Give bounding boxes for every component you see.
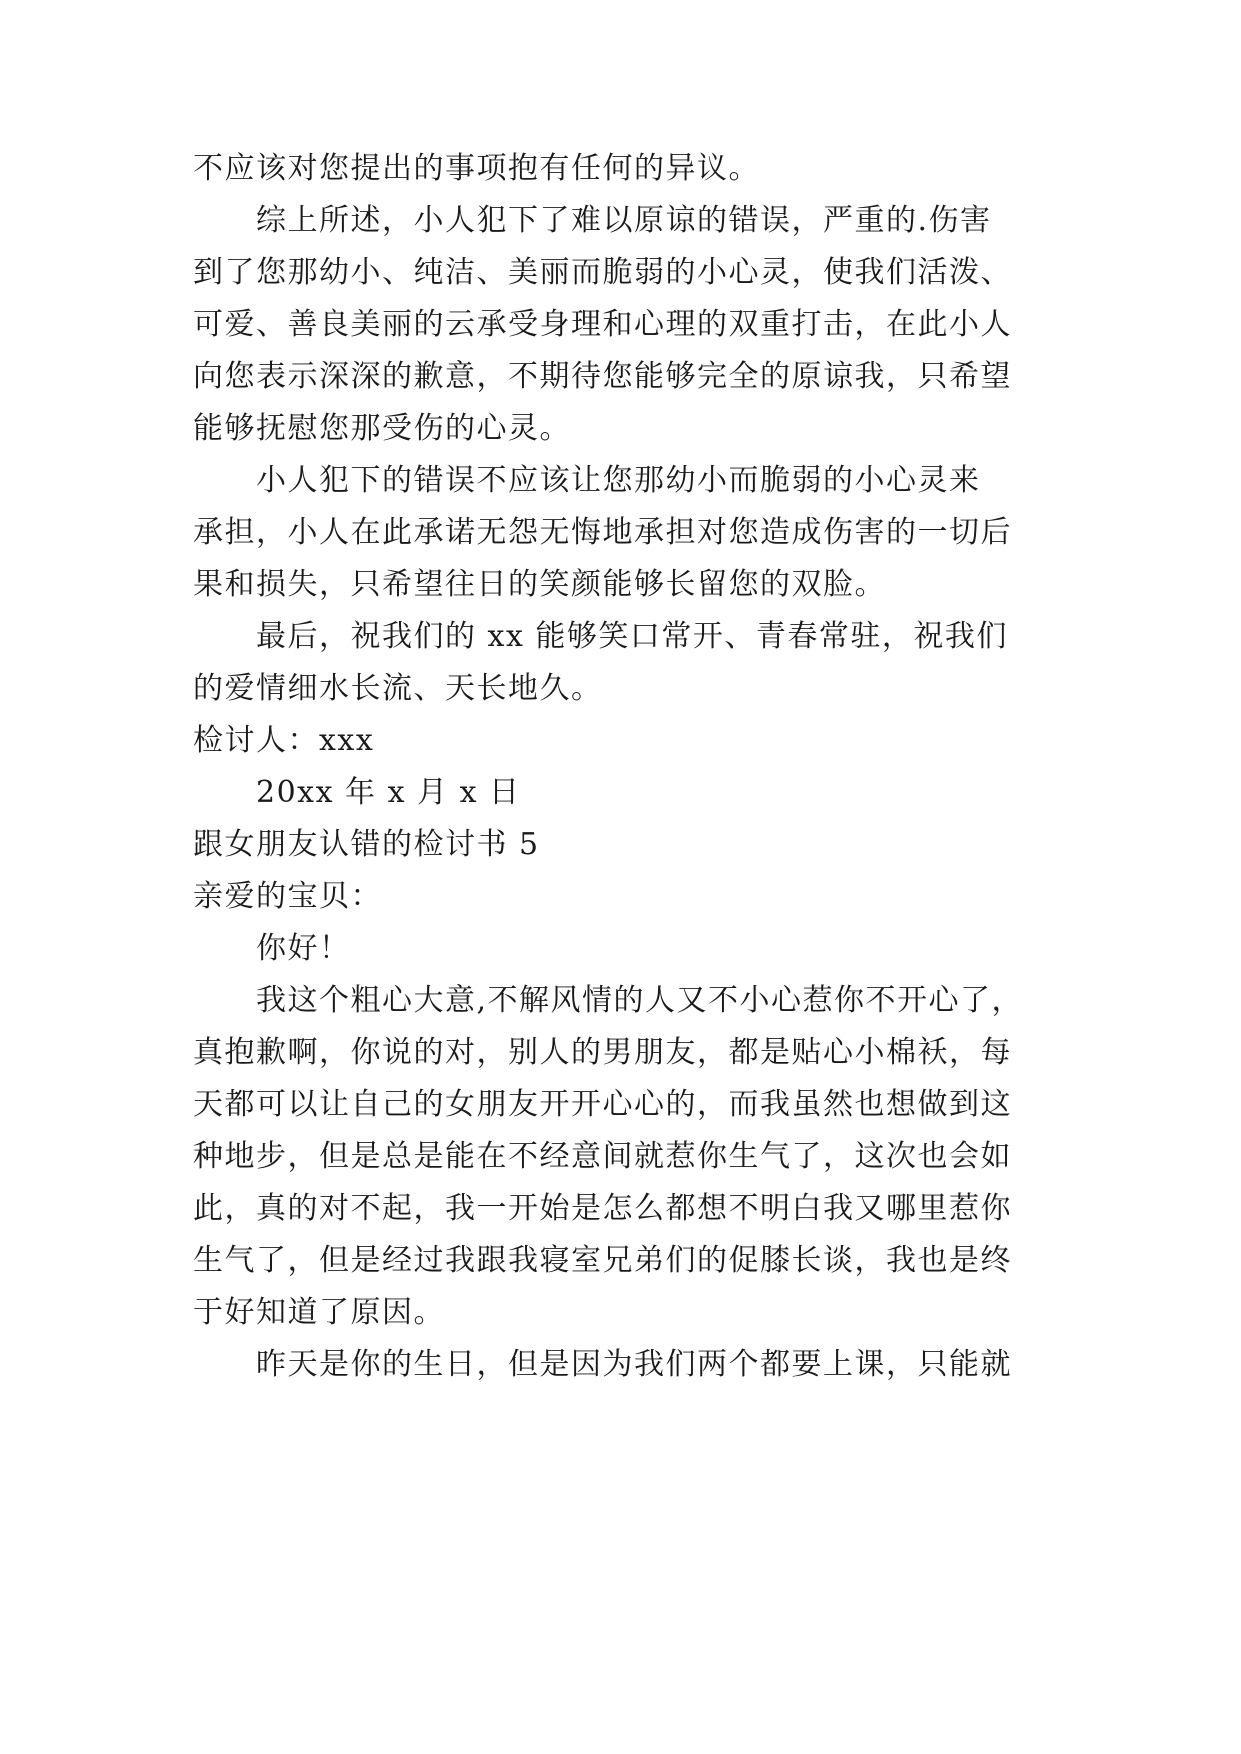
section-title: 跟女朋友认错的检讨书 5 [193, 827, 540, 862]
text-line: 真抱歉啊，你说的对，别人的男朋友，都是贴心小棉袄，每 [193, 1035, 1012, 1070]
text-line: 于好知道了原因。 [193, 1295, 445, 1330]
text-line: 昨天是你的生日，但是因为我们两个都要上课，只能就 [256, 1347, 1012, 1382]
date-line: 20xx 年 x 月 x 日 [256, 775, 521, 810]
text-line: 向您表示深深的歉意，不期待您能够完全的原谅我，只希望 [193, 359, 1012, 394]
text-line: 可爱、善良美丽的云承受身理和心理的双重打击，在此小人 [193, 307, 1012, 342]
salutation: 亲爱的宝贝： [193, 879, 382, 914]
text-line: 综上所述，小人犯下了难以原谅的错误，严重的.伤害 [256, 203, 992, 238]
text-line: 天都可以让自己的女朋友开开心心的，而我虽然也想做到这 [193, 1087, 1012, 1122]
text-line: 最后，祝我们的 xx 能够笑口常开、青春常驻，祝我们 [256, 619, 1008, 654]
text-line: 不应该对您提出的事项抱有任何的异议。 [193, 151, 760, 186]
signature-line: 检讨人：xxx [193, 723, 375, 758]
text-line: 果和损失，只希望往日的笑颜能够长留您的双脸。 [193, 567, 886, 602]
text-line: 我这个粗心大意,不解风情的人又不小心惹你不开心了， [256, 983, 1024, 1018]
text-line: 种地步，但是总是能在不经意间就惹你生气了，这次也会如 [193, 1139, 1012, 1174]
text-line: 承担，小人在此承诺无怨无悔地承担对您造成伤害的一切后 [193, 515, 1012, 550]
text-line: 生气了，但是经过我跟我寝室兄弟们的促膝长谈，我也是终 [193, 1243, 1012, 1278]
text-line: 小人犯下的错误不应该让您那幼小而脆弱的小心灵来 [256, 463, 981, 498]
text-line: 此，真的对不起，我一开始是怎么都想不明白我又哪里惹你 [193, 1191, 1012, 1226]
text-line: 能够抚慰您那受伤的心灵。 [193, 411, 571, 446]
greeting: 你好！ [256, 931, 351, 966]
text-line: 的爱情细水长流、天长地久。 [193, 671, 603, 706]
text-line: 到了您那幼小、纯洁、美丽而脆弱的小心灵，使我们活泼、 [193, 255, 1012, 290]
